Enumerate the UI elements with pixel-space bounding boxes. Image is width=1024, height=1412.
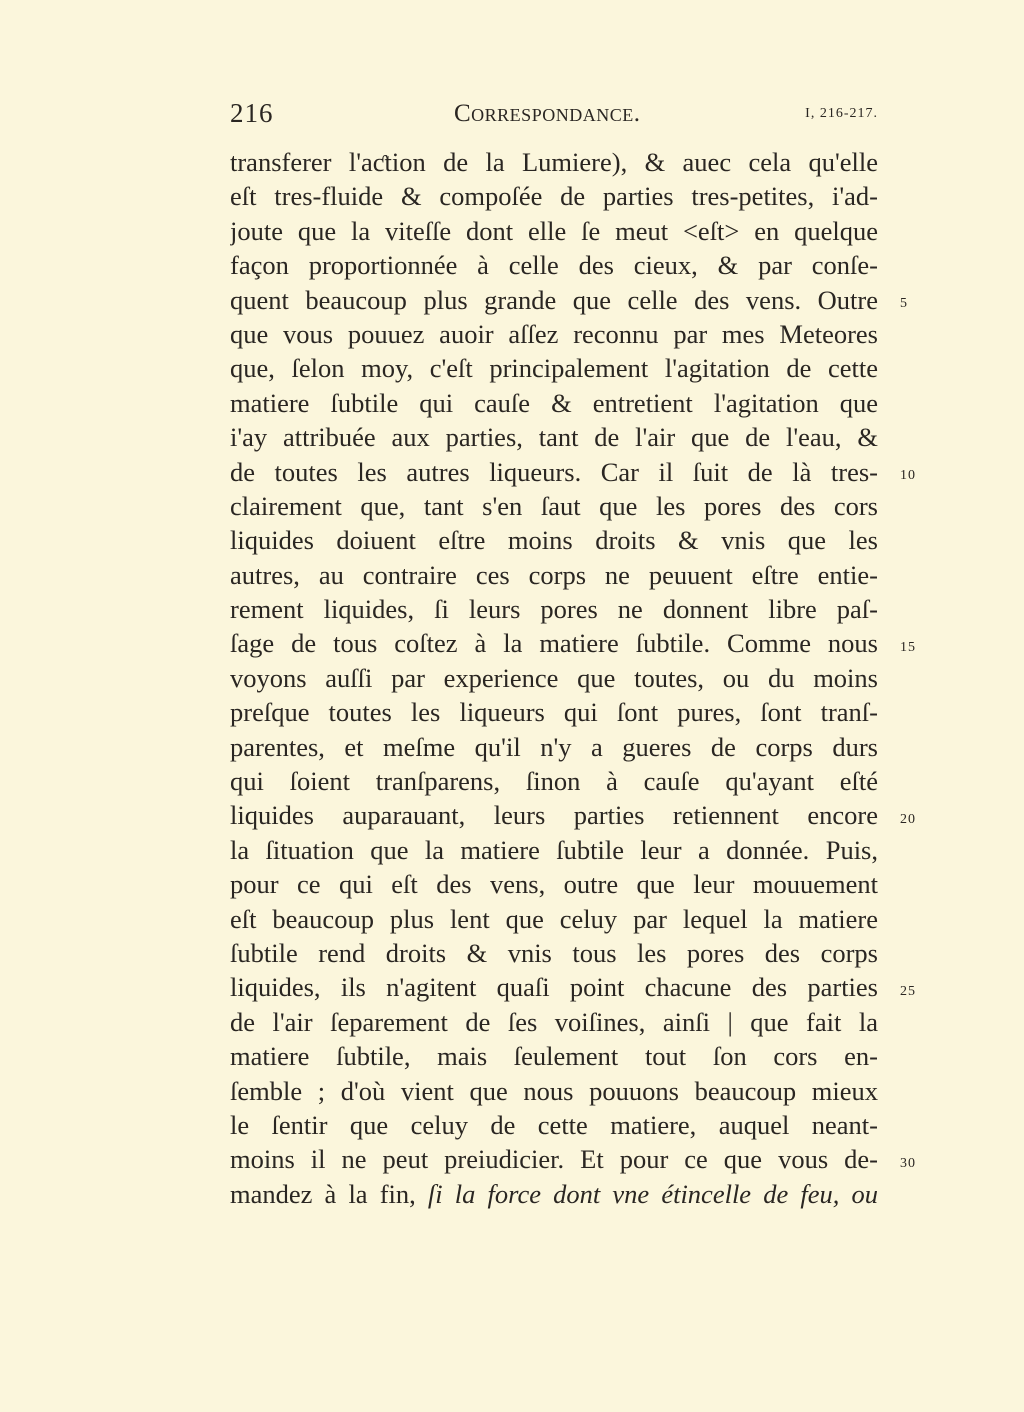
text-line-21: la ſituation que la matiere ſubtile leur a donnée. Puis, [230,834,878,865]
text-line-12: liquides doiuent eſtre moins droits & vnis que les [230,525,878,556]
text-line-19: qui ſoient tranſparens, ſinon à cauſe qu'ayant eſté [230,766,878,797]
line-number-15: 15 [900,640,916,655]
text-line-1: transferer l'aƈtion de la Lumiere), & auec cela qu'elle [230,147,878,177]
text-line-5: quent beaucoup plus grande que celle des vens. Outre [230,284,878,315]
text-line-20: liquides auparauant, leurs parties retiennent encore [230,800,878,831]
text-line-4: façon proportionnée à celle des cieux, & par conſe- [230,250,878,281]
text-line-31-roman: mandez à la fin, [230,1178,428,1209]
text-line-9: i'ay attribuée aux parties, tant de l'air que de l'eau, & [230,422,878,453]
text-line-16: voyons auſſi par experience que toutes, ou du moins [230,662,878,693]
line-number-10: 10 [900,468,916,483]
text-line-14: rement liquides, ſi leurs pores ne donnent libre paſ- [230,594,878,625]
line-number-5: 5 [900,296,908,311]
line-number-25: 25 [900,984,916,999]
page-reference: I, 216-217. [805,106,878,121]
text-line-31-italic: ſi la force dont vne étincelle de feu, ou [427,1178,878,1209]
text-line-18: parentes, et meſme qu'il n'y a gueres de corps durs [230,731,878,762]
running-title: Correspondance. [454,100,641,127]
text-line-15: ſage de tous coſtez à la matiere ſubtile. Comme nous [230,628,878,659]
text-line-27: matiere ſubtile, mais ſeulement tout ſon cors en- [230,1041,878,1072]
page-number: 216 [230,98,274,128]
text-line-26: de l'air ſeparement de ſes voiſines, ainſi | que fait la [230,1006,878,1037]
text-line-13: autres, au contraire ces corps ne peuuent eſtre entie- [230,559,878,590]
text-line-23: eſt beaucoup plus lent que celuy par lequel la matiere [230,903,878,934]
text-line-17: preſque toutes les liqueurs qui ſont pures, ſont tranſ- [230,697,878,728]
page-header [230,98,878,134]
text-line-31 [230,1177,878,1211]
text-line-8: matiere ſubtile qui cauſe & entretient l'agitation que [230,387,878,418]
text-line-24: ſubtile rend droits & vnis tous les pores des corps [230,937,878,968]
body-text [230,145,878,1211]
text-line-30: moins il ne peut preiudicier. Et pour ce que vous de- [230,1144,878,1175]
text-line-29: le ſentir que celuy de cette matiere, auquel neant- [230,1109,878,1140]
text-line-11: clairement que, tant s'en ſaut que les pores des cors [230,490,878,521]
text-line-3: joute que la viteſſe dont elle ſe meut <eſt> en quelque [230,215,878,246]
text-line-28: ſemble ; d'où vient que nous pouuons beaucoup mieux [230,1075,878,1106]
line-number-20: 20 [900,812,916,827]
line-number-30: 30 [900,1156,916,1171]
text-line-25: liquides, ils n'agitent quaſi point chacune des parties [230,972,878,1003]
text-line-6: que vous pouuez auoir aſſez reconnu par mes Meteores [230,318,878,349]
text-line-22: pour ce qui eſt des vens, outre que leur mouuement [230,869,878,900]
text-line-7: que, ſelon moy, c'eſt principalement l'agitation de cette [230,353,878,384]
text-line-10: de toutes les autres liqueurs. Car il ſuit de là tres- [230,456,878,487]
text-line-2: eſt tres-fluide & compoſée de parties tres-petites, i'ad- [230,181,878,212]
